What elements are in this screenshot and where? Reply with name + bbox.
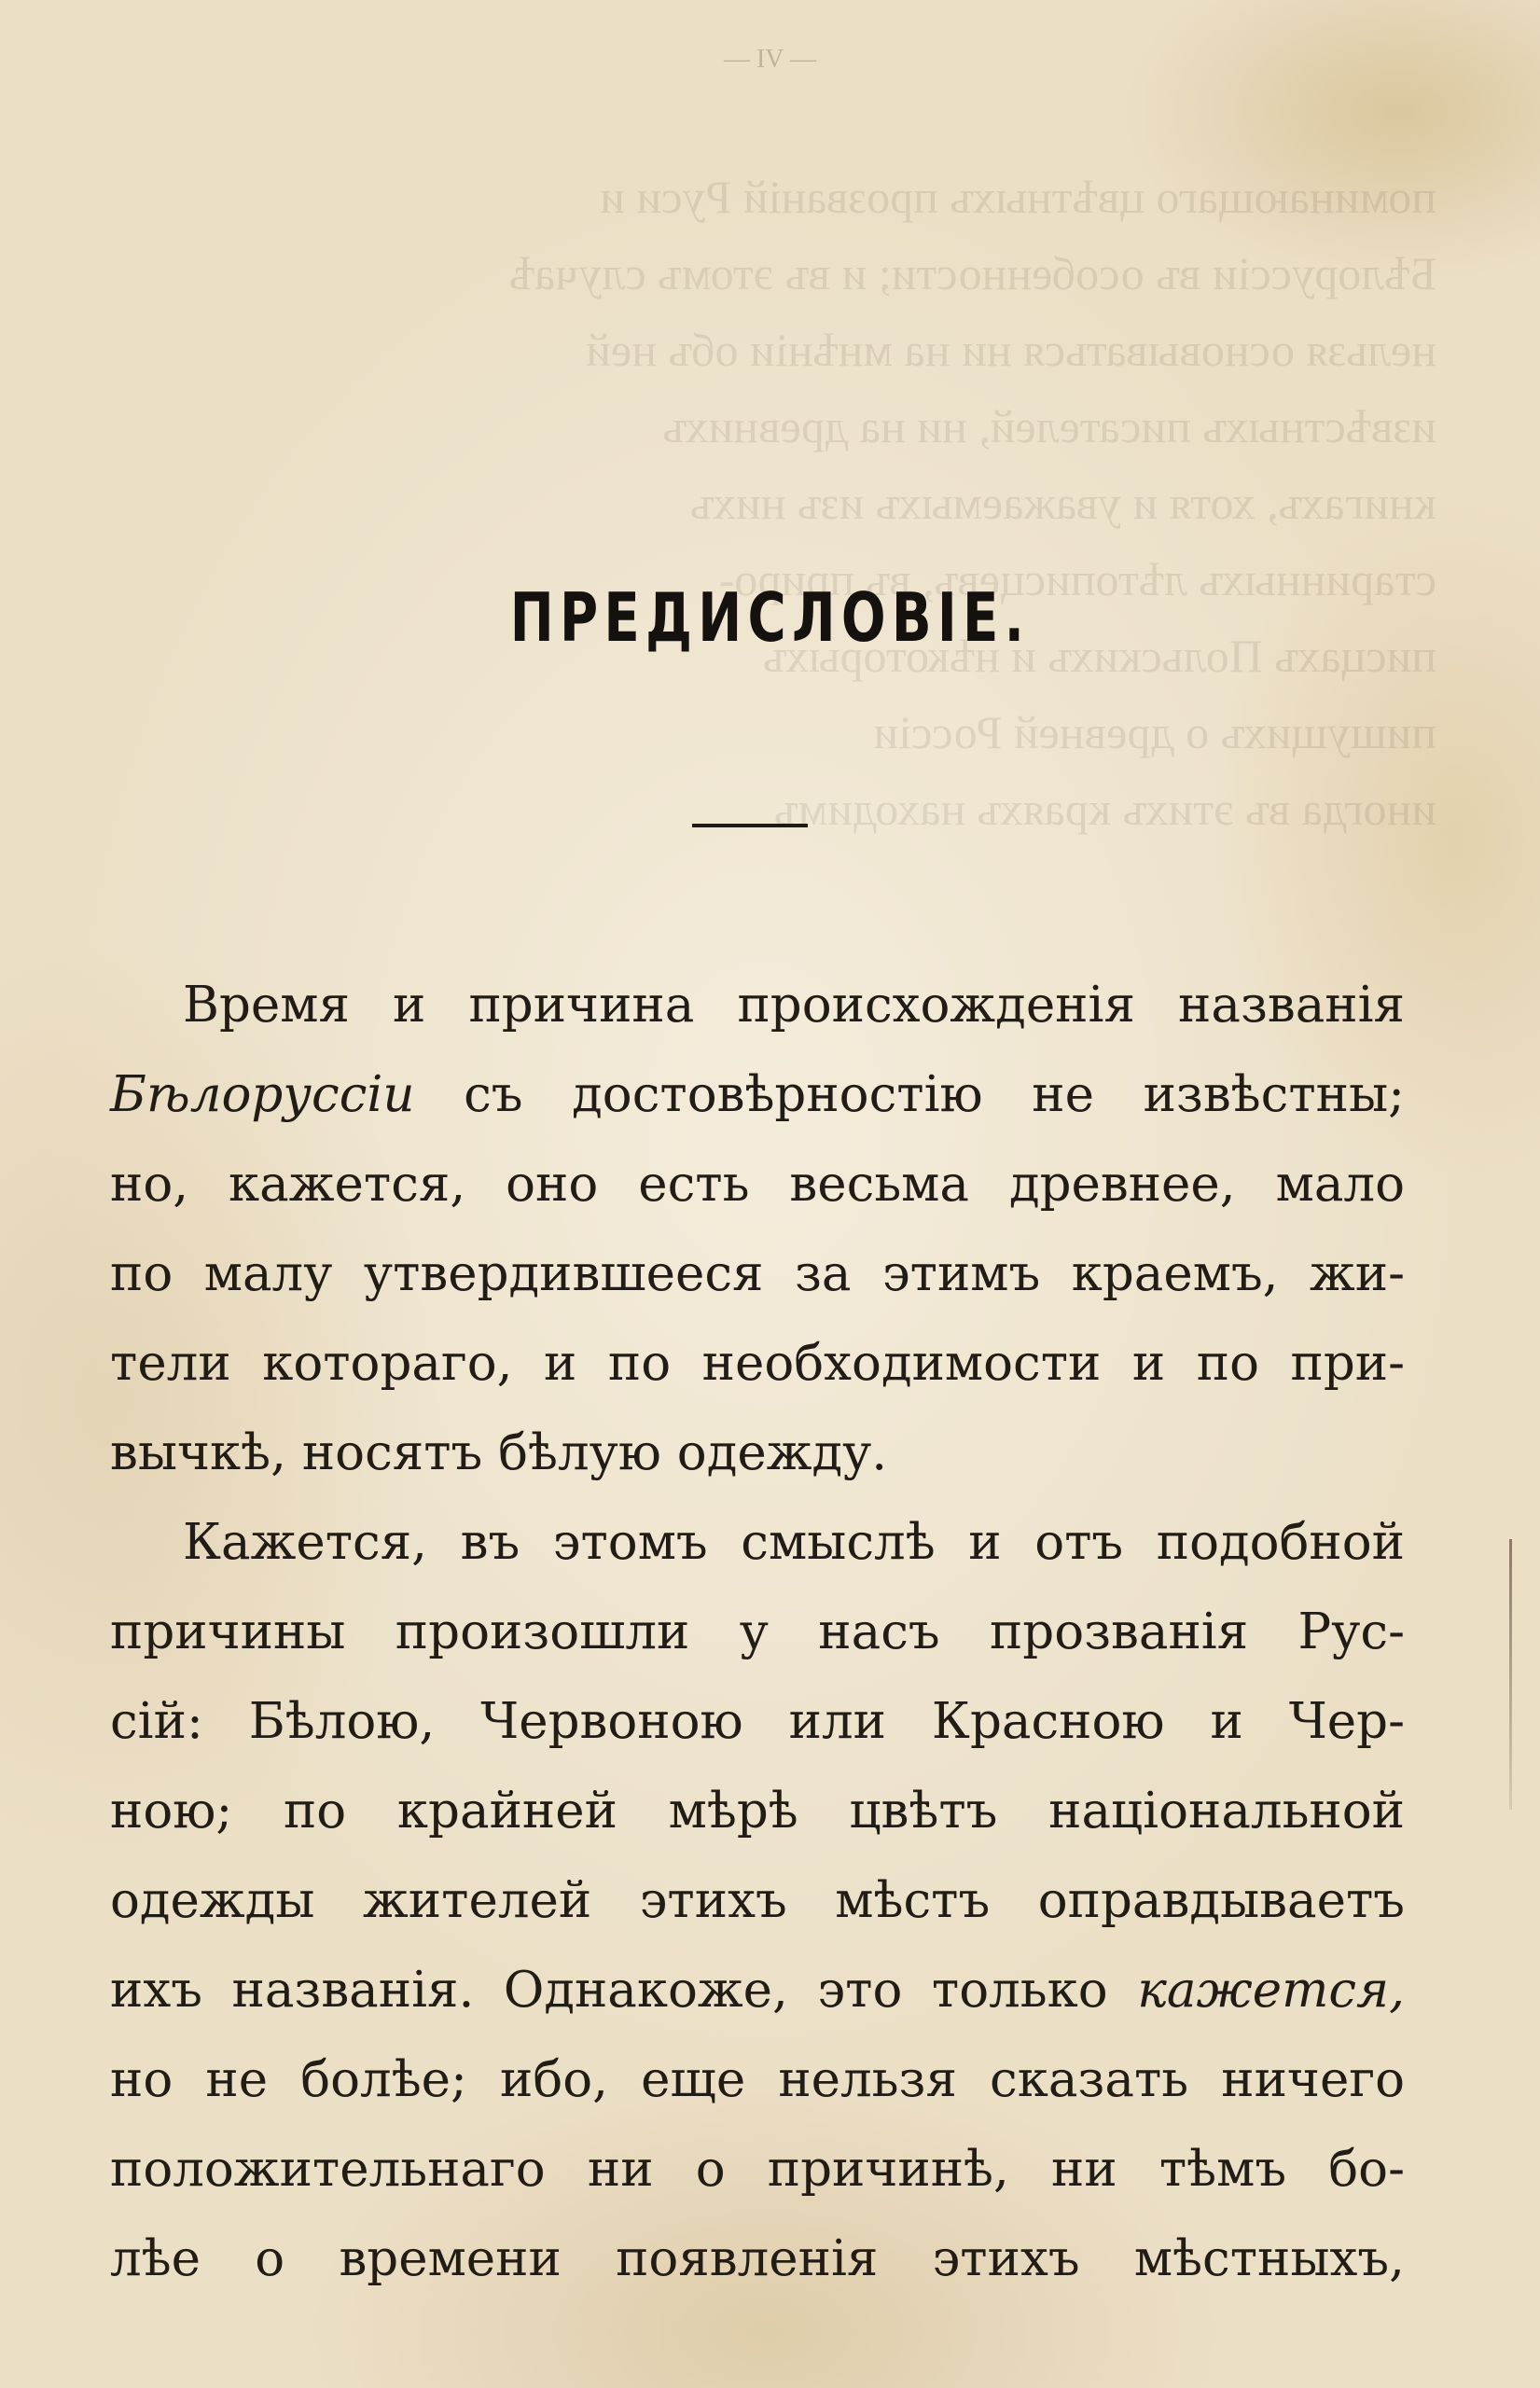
text-line: сій: Бѣлою, Червоною или Красною и Чер-	[110, 1693, 1405, 1750]
text-line: но не болѣе; ибо, еще нельзя сказать ничего	[110, 2051, 1405, 2108]
text-line: но, кажется, оно есть весьма древнее, мало	[110, 1156, 1405, 1213]
text-line	[110, 1946, 1405, 2035]
italic-word: Бѣлоруссіи	[110, 1066, 415, 1123]
page-title: ПРЕДИСЛОВІЕ.	[509, 578, 1031, 657]
text-line: вычкѣ, носятъ бѣлую одежду.	[110, 1424, 888, 1481]
text-fragment: ихъ названія. Однакоже, это только	[110, 1962, 1138, 2019]
reverse-side-show-through: поминающаго цвѣтныхъ прозваній Руси и Бѣлоруссіи въ особенности; и въ этомъ случаѣ нельзя основываться ни на мнѣніи объ ней извѣстныхъ писателей, ни на древнихъ книгахъ, хотя и уважаемыхъ изъ нихъ старинныхъ лѣтописцевъ, въ приро- писцахъ Польскихъ и нѣкоторыхъ пишущихъ о древней Россіи иногда въ этихъ краяхъ находимъ	[508, 171, 1436, 835]
text-line: тели котораго, и по необходимости и по при-	[110, 1335, 1405, 1392]
preface-text	[110, 961, 1405, 2304]
text-line: одежды жителей этихъ мѣстъ оправдываетъ	[110, 1872, 1405, 1929]
page-edge-mark	[1509, 1539, 1512, 1810]
text-line: Кажется, въ этомъ смыслѣ и отъ подобной	[183, 1514, 1405, 1571]
text-line: по малу утвердившееся за этимъ краемъ, жи-	[110, 1245, 1405, 1302]
text-line: ною; по крайней мѣрѣ цвѣтъ національной	[110, 1783, 1405, 1840]
text-line: лѣе о времени появленія этихъ мѣстныхъ,	[110, 2230, 1405, 2287]
text-line: причины произошли у насъ прозванія Рус-	[110, 1604, 1405, 1660]
text-line: положительнаго ни о причинѣ, ни тѣмъ бо-	[110, 2141, 1405, 2198]
italic-word: кажется,	[1137, 1962, 1405, 2019]
title-rule	[692, 824, 808, 827]
text-line: Время и причина происхожденія названія	[183, 977, 1405, 1034]
text-fragment: съ достовѣрностію не извѣстны;	[414, 1066, 1405, 1123]
text-line	[110, 1050, 1405, 1140]
page-number: — IV —	[723, 45, 817, 74]
